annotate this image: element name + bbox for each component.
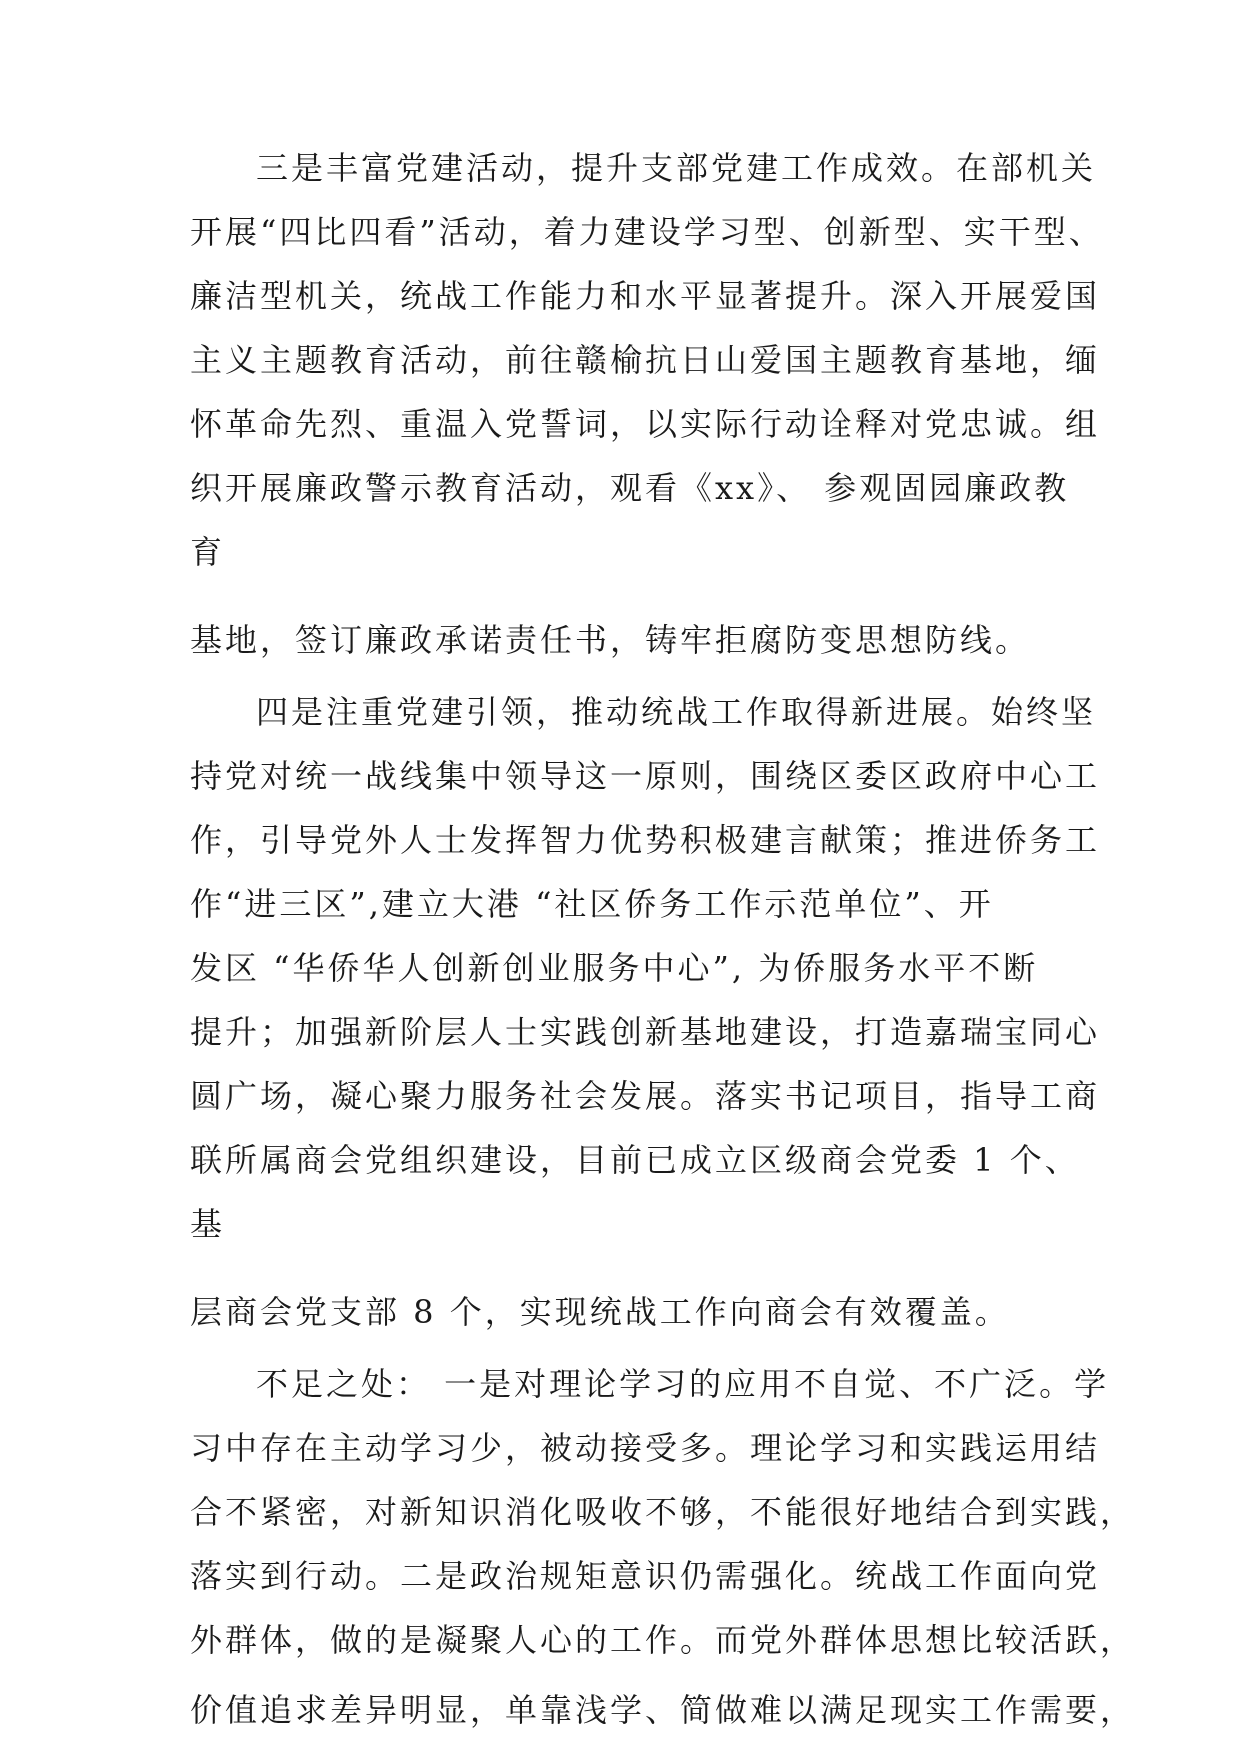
paragraph-4-line-3: 作，引导党外人士发挥智力优势积极建言献策；推进侨务工 [190, 821, 1101, 859]
paragraph-3-line-7: 育 [190, 533, 226, 571]
paragraph-3-line-6: 织开展廉政警示教育活动，观看《xx》、 参观固园廉政教 [190, 469, 1070, 507]
paragraph-3-line-2: 开展“四比四看”活动，着力建设学习型、创新型、实干型、 [190, 213, 1104, 251]
paragraph-4-line-9: 基 [190, 1205, 226, 1243]
paragraph-4-line-8: 联所属商会党组织建设，目前已成立区级商会党委 1 个、 [190, 1141, 1080, 1179]
paragraph-3-line-8: 基地，签订廉政承诺责任书，铸牢拒腐防变思想防线。 [190, 621, 1031, 659]
paragraph-3-line-5: 怀革命先烈、重温入党誓词，以实际行动诠释对党忠诚。组 [190, 405, 1101, 443]
paragraph-4-line-4: 作“进三区”,建立大港 “社区侨务工作示范单位”、开 [190, 885, 994, 923]
paragraph-3-line-1: 三是丰富党建活动，提升支部党建工作成效。在部机关 [256, 149, 1097, 187]
shortcomings-line-4: 落实到行动。二是政治规矩意识仍需强化。统战工作面向党 [190, 1557, 1101, 1595]
shortcomings-line-5: 外群体，做的是凝聚人心的工作。而党外群体思想比较活跃， [190, 1621, 1136, 1659]
paragraph-3-line-3: 廉洁型机关，统战工作能力和水平显著提升。深入开展爱国 [190, 277, 1101, 315]
shortcomings-line-6: 价值追求差异明显，单靠浅学、简做难以满足现实工作需要， [190, 1691, 1136, 1729]
paragraph-4-line-1: 四是注重党建引领，推动统战工作取得新进展。始终坚 [256, 693, 1097, 731]
shortcomings-line-2: 习中存在主动学习少，被动接受多。理论学习和实践运用结 [190, 1429, 1101, 1467]
paragraph-4-line-6: 提升；加强新阶层人士实践创新基地建设，打造嘉瑞宝同心 [190, 1013, 1101, 1051]
paragraph-4-line-2: 持党对统一战线集中领导这一原则，围绕区委区政府中心工 [190, 757, 1101, 795]
shortcomings-line-3: 合不紧密，对新知识消化吸收不够，不能很好地结合到实践， [190, 1493, 1136, 1531]
paragraph-4-line-7: 圆广场，凝心聚力服务社会发展。落实书记项目，指导工商 [190, 1077, 1101, 1115]
shortcomings-line-1: 不足之处： 一是对理论学习的应用不自觉、不广泛。学 [256, 1365, 1110, 1403]
paragraph-4-line-10: 层商会党支部 8 个，实现统战工作向商会有效覆盖。 [190, 1293, 1010, 1331]
paragraph-4-line-5: 发区 “华侨华人创新创业服务中心”, 为侨服务水平不断 [190, 949, 1039, 987]
paragraph-3-line-4: 主义主题教育活动，前往赣榆抗日山爱国主题教育基地，缅 [190, 341, 1101, 379]
